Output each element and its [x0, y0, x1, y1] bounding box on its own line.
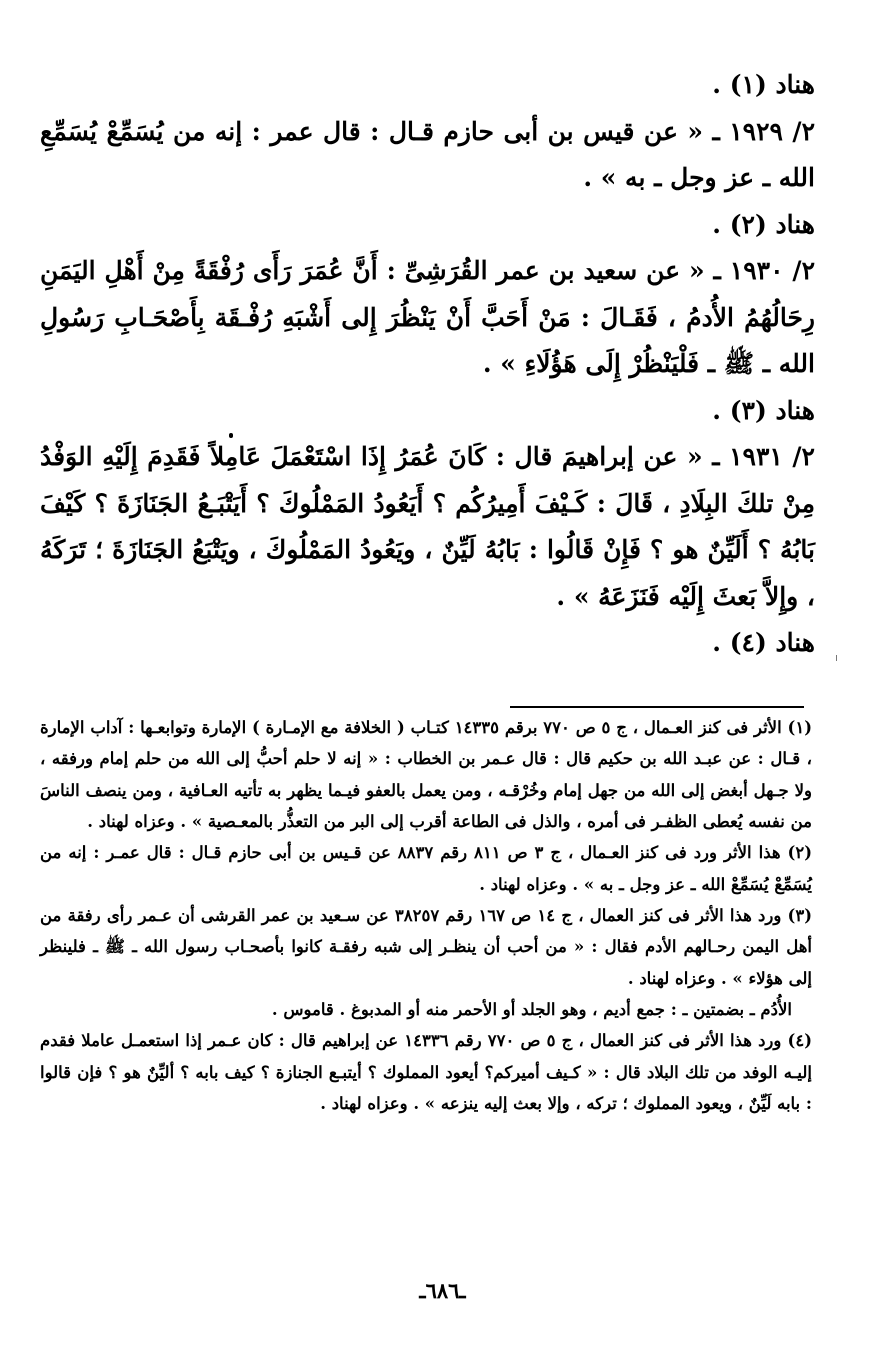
hadith-1929: ٢/ ١٩٢٩ ـ « عن قيس بن أبى حازم قـال : قال عمر : إنه من يُسَمِّعْ يُسَمِّعِ الله ـ عز وجل ـ به » .	[40, 116, 815, 192]
source-reference-2: هناد (٢) .	[712, 209, 815, 239]
footnote-3: (٣) ورد هذا الأثر فى كنز العمال ، ج ١٤ ص ١٦٧ رقم ٣٨٢٥٧ عن سـعيد بن عمر القرشى أن عـمر رأى رفقة من أهل اليمن رحـالهم الأدم فقال : « من أحب أن ينظـر إلى شبه رفقـة كانوا بأصحـاب رسول الله ـ ﷺ ـ فلينظر إلى هؤلاء » . وعزاه لهناد .	[40, 906, 813, 988]
source-reference-1: هناد (١) .	[712, 70, 815, 99]
source-reference-3: هناد (٣) .	[712, 395, 815, 425]
main-text	[40, 62, 815, 667]
footnote-2: (٢) هذا الأثر ورد فى كنز العـمال ، ج ٣ ص ٨١١ رقم ٨٨٣٧ عن قـيس بن أبى حازم قـال : قال عمـر : إنه من يُسَمِّعْ يُسَمِّعْ الله ـ عز وجل ـ به » . وعزاه لهناد .	[40, 843, 813, 894]
hadith-1930: ٢/ ١٩٣٠ ـ « عن سعيد بن عمر القُرَشِىِّ : أَنَّ عُمَرَ رَأَى رُفْقَةً مِنْ أَهْلِ اليَمَنِ رِحَالُهُمُ الأُدمُ ، فَقَـالَ : مَنْ أَحَبَّ أَنْ يَنْظُرَ إِلى أَشْبَهِ رُفْـقَة بِأَصْحَـابِ رَسُولِ الله ـ ﷺ ـ فَلْيَنْظُرْ إِلَى هَؤُلَاءِ » .	[40, 256, 815, 378]
page-number: ـ٦٨٦ـ	[419, 1278, 466, 1303]
footnote-3-gloss: الأُدُم ـ بضمتين ـ : جمع أديم ، وهو الجلد أو الأحمر منه أو المدبوغ . قاموس .	[271, 1000, 792, 1020]
footnote-1: (١) الأثر فى كنز العـمال ، ج ٥ ص ٧٧٠ برقم ١٤٣٣٥ كتـاب ( الخلافة مع الإمـارة ) الإمارة وتوابعـها : آداب الإمارة ، قـال : عن عبـد الله بن حكيم قال : قال عـمر بن الخطاب : « إنه لا حلم أحبُّ إلى الله من حلم إمام ورفقه ، ولا جـهل أبغض إلى الله من جهل إمام وخُرْقـه ، ومن يعمل بالعفو فيـما يظهر به تأتيه العـافية ، ومن ينصف الناسَ من نفسه يُعطى الظفـر فى أمره ، والذل فى الطاعة أقرب إلى البر من التعذُّر بالمعـصية » . وعزاه لهناد .	[40, 718, 812, 832]
ink-speck	[836, 655, 837, 661]
footnote-4: (٤) ورد هذا الأثر فى كنز العمال ، ج ٥ ص ٧٧٠ رقم ١٤٣٣٦ عن إبراهيم قال : كان عـمر إذا استعمـل عاملا فقدم إليـه الوفد من تلك البلاد قال : « كـيف أميركم؟ أيعود المملوك ؟ أيتبـع الجنازة ؟ كيف بابه ؟ أليِّنٌ هو ؟ فإن قالوا : بابه لَيِّنٌ ، ويعود المملوك ؛ تركه ، وإلا بعث إليه ينزعه » . وعزاه لهناد .	[40, 1031, 813, 1114]
ink-dot	[229, 433, 233, 438]
hadith-1931: ٢/ ١٩٣١ ـ « عن إبراهيمَ قال : كَانَ عُمَرُ إِذَا اسْتَعْمَلَ عَامِلاً فَقَدِمَ إِلَيْهِ الوَفْدُ مِنْ تلكَ البِلَادِ ، قَالَ : كَـيْفَ أَمِيرُكُم ؟ أَيَعُودُ المَمْلُوكَ ؟ أَيَتْبَـعُ الجَنَازَةَ ؟ كَيْفَ بَابُهُ ؟ أَلَيِّنٌ هو ؟ فَإِنْ قَالُوا : بَابُهُ لَيِّنٌ ، ويَعُودُ المَمْلُوكَ ، ويَتْبَعُ الجَنَازَةَ ؛ تَرَكَهُ ، وإِلاَّ بَعثَ إِلَيْه فَنَزَعَهُ » .	[40, 442, 815, 611]
source-reference-4: هناد (٤) .	[712, 628, 815, 657]
footnotes	[40, 712, 812, 1119]
footnote-separator	[510, 706, 804, 708]
